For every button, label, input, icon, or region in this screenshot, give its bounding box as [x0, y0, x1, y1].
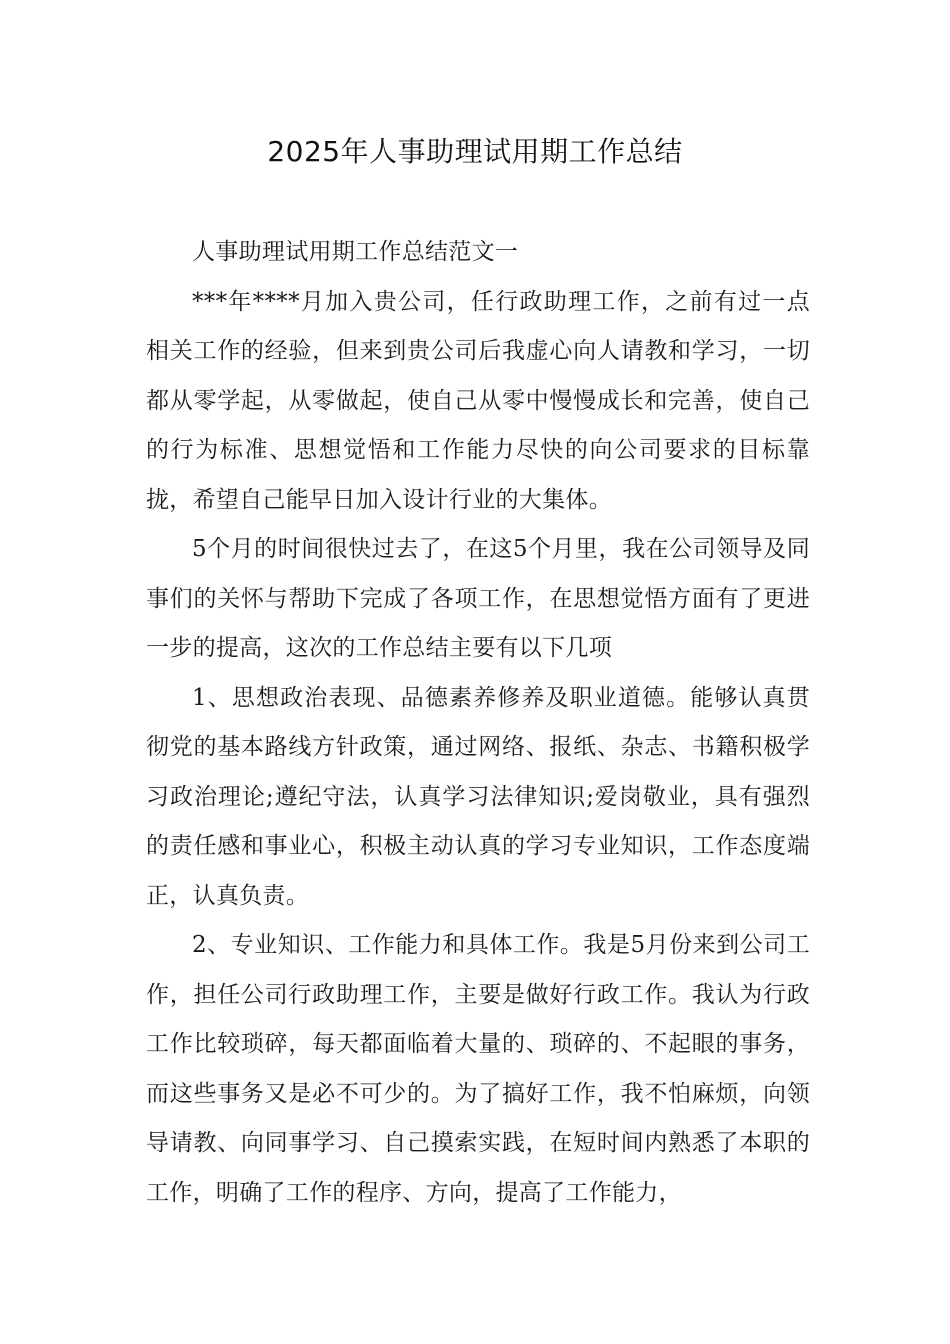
- paragraph-heading: 人事助理试用期工作总结范文一: [192, 239, 519, 265]
- paragraph: 2、专业知识、工作能力和具体工作。我是5月份来到公司工作，担任公司行政助理工作，主要是做好行政工作。我认为行政工作比较琐碎，每天都面临着大量的、琐碎的、不起眼的事务，而这些事务又是必不可少的。为了搞好工作，我不怕麻烦，向领导请教、向同事学习、自己摸索实践，在短时间内熟悉了本职的工作，明确了工作的程序、方向，提高了工作能力，: [146, 932, 810, 1206]
- document-body: [146, 228, 810, 1218]
- paragraph: ***年****月加入贵公司，任行政助理工作，之前有过一点相关工作的经验，但来到贵公司后我虚心向人请教和学习，一切都从零学起，从零做起，使自己从零中慢慢成长和完善，使自己的行为标准、思想觉悟和工作能力尽快的向公司要求的目标靠拢，希望自己能早日加入设计行业的大集体。: [146, 288, 810, 513]
- paragraph: 5个月的时间很快过去了，在这5个月里，我在公司领导及同事们的关怀与帮助下完成了各项工作，在思想觉悟方面有了更进一步的提高，这次的工作总结主要有以下几项: [146, 536, 810, 661]
- paragraph: 1、思想政治表现、品德素养修养及职业道德。能够认真贯彻党的基本路线方针政策，通过网络、报纸、杂志、书籍积极学习政治理论;遵纪守法，认真学习法律知识;爱岗敬业，具有强烈的责任感和事业心，积极主动认真的学习专业知识，工作态度端正，认真负责。: [146, 684, 810, 909]
- document-title: 2025年人事助理试用期工作总结: [267, 135, 683, 168]
